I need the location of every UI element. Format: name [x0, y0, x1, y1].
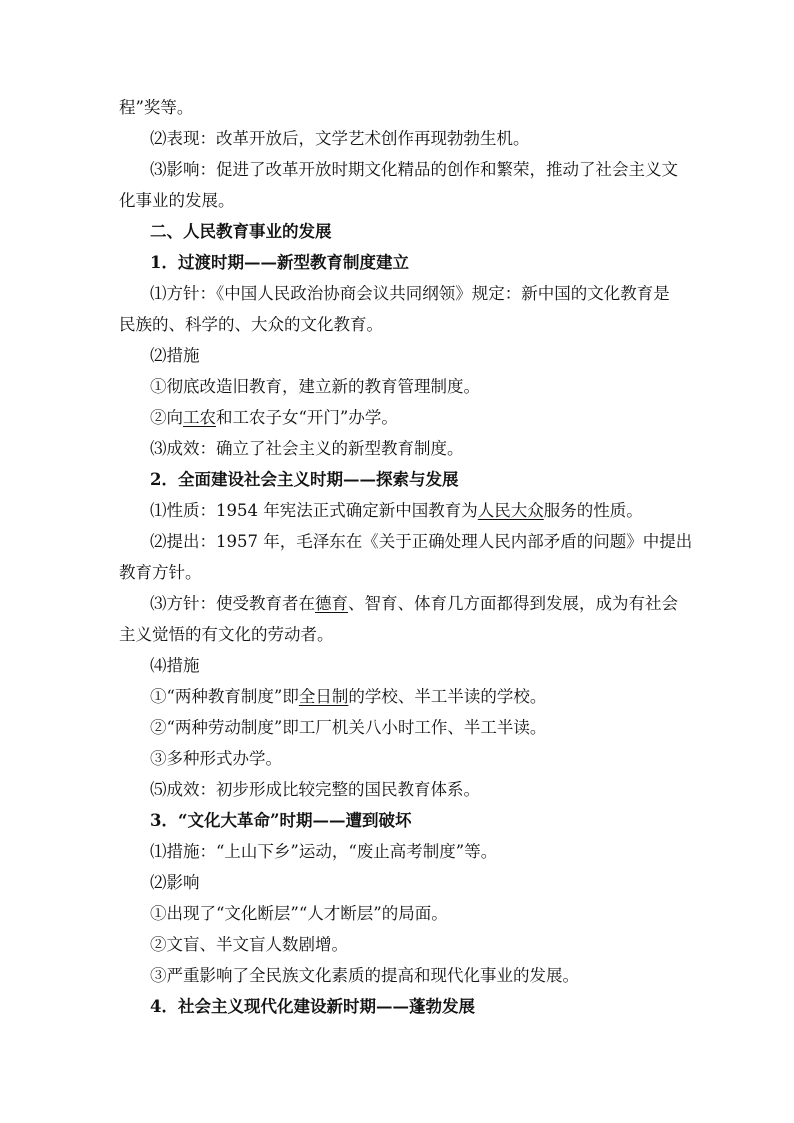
text-line [150, 686, 710, 708]
text-line: ⑶成效：确立了社会主义的新型教育制度。 [150, 439, 464, 458]
underlined-keyword: 全日制 [298, 687, 349, 706]
text-line: ⑸成效：初步形成比较完整的国民教育体系。 [150, 780, 480, 799]
text-line: 教育方针。 [119, 563, 202, 582]
text-line: ①出现了“文化断层”“人才断层”的局面。 [150, 904, 448, 923]
text-segment: 、智育、体育几方面都得到发展，成为有社会 [348, 594, 678, 613]
text-line: ⑵影响 [150, 873, 200, 892]
text-line [150, 376, 710, 398]
text-line: ⑴措施：“上山下乡”运动，“废止高考制度”等。 [150, 842, 498, 861]
text-segment: ①彻底改造旧教育，建立新的教育管理制度。 [150, 377, 480, 396]
text-line: ⑷措施 [150, 656, 200, 675]
text-segment: ①“两种教育制度”即 [150, 687, 299, 706]
text-line [150, 500, 710, 522]
text-line: 民族的、科学的、大众的文化教育。 [119, 315, 383, 334]
subsection-heading: 2．全面建设社会主义时期——探索与发展 [150, 470, 459, 489]
text-line: ⑵提出：1957 年，毛泽东在《关于正确处理人民内部矛盾的问题》中提出 [150, 532, 693, 551]
text-line: ⑵措施 [150, 346, 200, 365]
text-line: 主义觉悟的有文化的劳动者。 [119, 625, 334, 644]
text-line: ②“两种劳动制度”即工厂机关八小时工作、半工半读。 [150, 718, 547, 737]
text-line: ⑵表现：改革开放后，文学艺术创作再现勃勃生机。 [150, 129, 530, 148]
text-line: ②文盲、半文盲人数剧增。 [150, 935, 348, 954]
section-heading: 二、人民教育事业的发展 [150, 222, 332, 241]
underlined-keyword: 工农 [183, 408, 216, 427]
subsection-heading: 3．“文化大革命”时期——遭到破坏 [150, 811, 412, 830]
text-segment: ②向 [150, 408, 183, 427]
text-segment: 和工农子女“开门”办学。 [216, 408, 398, 427]
text-line [150, 593, 710, 615]
subsection-heading: 4．社会主义现代化建设新时期——蓬勃发展 [150, 997, 475, 1016]
text-segment: ⑴性质：1954 年宪法正式确定新中国教育为 [150, 501, 478, 520]
subsection-heading: 1．过渡时期——新型教育制度建立 [150, 253, 409, 272]
text-segment: ⑶方针：使受教育者在 [150, 594, 315, 613]
text-line: ③严重影响了全民族文化素质的提高和现代化事业的发展。 [150, 966, 579, 985]
text-segment: 的学校、半工半读的学校。 [348, 687, 547, 706]
underlined-keyword: 德育 [315, 594, 348, 613]
text-line: ⑶影响：促进了改革开放时期文化精品的创作和繁荣，推动了社会主义文 [150, 160, 678, 179]
text-line: ③多种形式办学。 [150, 749, 282, 768]
text-segment: 服务的性质。 [543, 501, 643, 520]
text-line [150, 407, 710, 429]
text-line: ⑴方针：《中国人民政治协商会议共同纲领》规定：新中国的文化教育是 [150, 284, 670, 303]
text-line: 化事业的发展。 [119, 191, 235, 210]
text-line: 程”奖等。 [119, 98, 194, 117]
underlined-keyword: 人民大众 [477, 501, 544, 520]
